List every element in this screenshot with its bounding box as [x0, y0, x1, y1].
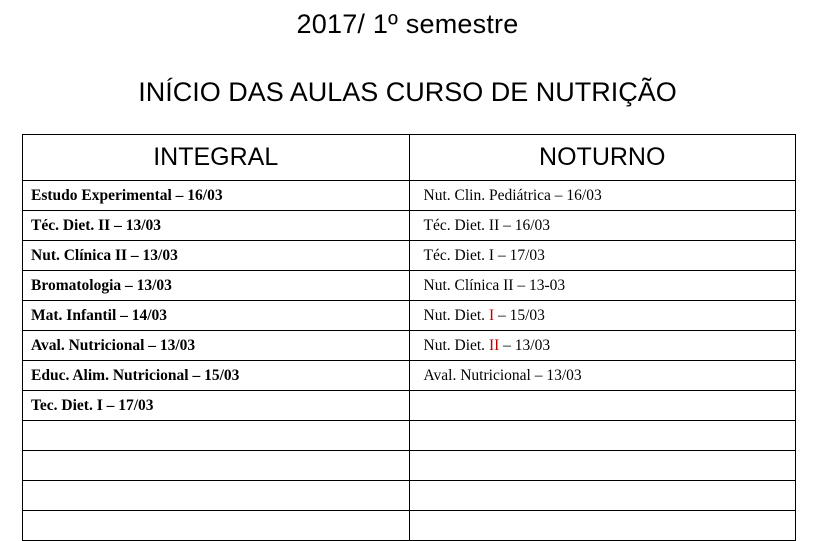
cell-integral — [23, 451, 410, 481]
cell-integral: Tec. Diet. I – 17/03 — [23, 391, 410, 421]
cell-noturno — [409, 271, 796, 301]
page-title-semester: 2017/ 1º semestre — [296, 9, 519, 39]
table-row — [23, 331, 796, 361]
table-row — [23, 211, 796, 241]
cell-noturno — [409, 361, 796, 391]
column-header-noturno: NOTURNO — [409, 135, 796, 181]
column-header-integral: INTEGRAL — [23, 135, 410, 181]
cell-noturno — [409, 481, 796, 511]
table-row — [23, 451, 796, 481]
document-page — [0, 10, 815, 522]
cell-noturno-text: Nut. Clínica II – 13-03 — [423, 276, 566, 294]
table-row — [23, 271, 796, 301]
cell-integral — [23, 481, 410, 511]
page-title-course: INÍCIO DAS AULAS CURSO DE NUTRIÇÃO — [138, 76, 677, 107]
cell-integral: Mat. Infantil – 14/03 — [23, 301, 410, 331]
cell-noturno-text-tail: – 15/03 — [494, 306, 545, 324]
table-head — [23, 135, 796, 181]
cell-noturno — [409, 181, 796, 211]
cell-noturno-highlight: I — [488, 306, 495, 324]
cell-noturno — [409, 511, 796, 541]
cell-noturno-text: Nut. Diet. — [423, 306, 489, 324]
table-row — [23, 181, 796, 211]
cell-integral: Téc. Diet. II – 13/03 — [23, 211, 410, 241]
table-row — [23, 241, 796, 271]
table-header-row — [23, 135, 796, 181]
table-row — [23, 421, 796, 451]
cell-noturno-text-tail: – 13/03 — [499, 336, 551, 354]
cell-noturno — [409, 451, 796, 481]
cell-integral: Aval. Nutricional – 13/03 — [23, 331, 410, 361]
cell-noturno-text: Aval. Nutricional – 13/03 — [423, 366, 582, 384]
cell-integral — [23, 421, 410, 451]
table-row — [23, 391, 796, 421]
table-row — [23, 301, 796, 331]
cell-integral: Bromatologia – 13/03 — [23, 271, 410, 301]
cell-noturno-text: Téc. Diet. I – 17/03 — [423, 246, 545, 264]
table-row — [23, 481, 796, 511]
cell-noturno — [409, 301, 796, 331]
cell-noturno — [409, 331, 796, 361]
cell-noturno-text: Nut. Diet. — [423, 336, 489, 354]
cell-integral: Estudo Experimental – 16/03 — [23, 181, 410, 211]
cell-noturno-text: Téc. Diet. II – 16/03 — [423, 216, 551, 234]
cell-noturno — [409, 211, 796, 241]
cell-integral: Nut. Clínica II – 13/03 — [23, 241, 410, 271]
cell-noturno — [409, 391, 796, 421]
table-row — [23, 361, 796, 391]
cell-noturno-text: Nut. Clin. Pediátrica – 16/03 — [423, 186, 602, 204]
cell-integral: Educ. Alim. Nutricional – 15/03 — [23, 361, 410, 391]
cell-noturno — [409, 241, 796, 271]
cell-noturno — [409, 421, 796, 451]
cell-integral — [23, 511, 410, 541]
table-row — [23, 511, 796, 541]
table-body — [23, 181, 796, 541]
class-start-table — [22, 134, 796, 541]
cell-noturno-highlight: II — [488, 336, 500, 354]
